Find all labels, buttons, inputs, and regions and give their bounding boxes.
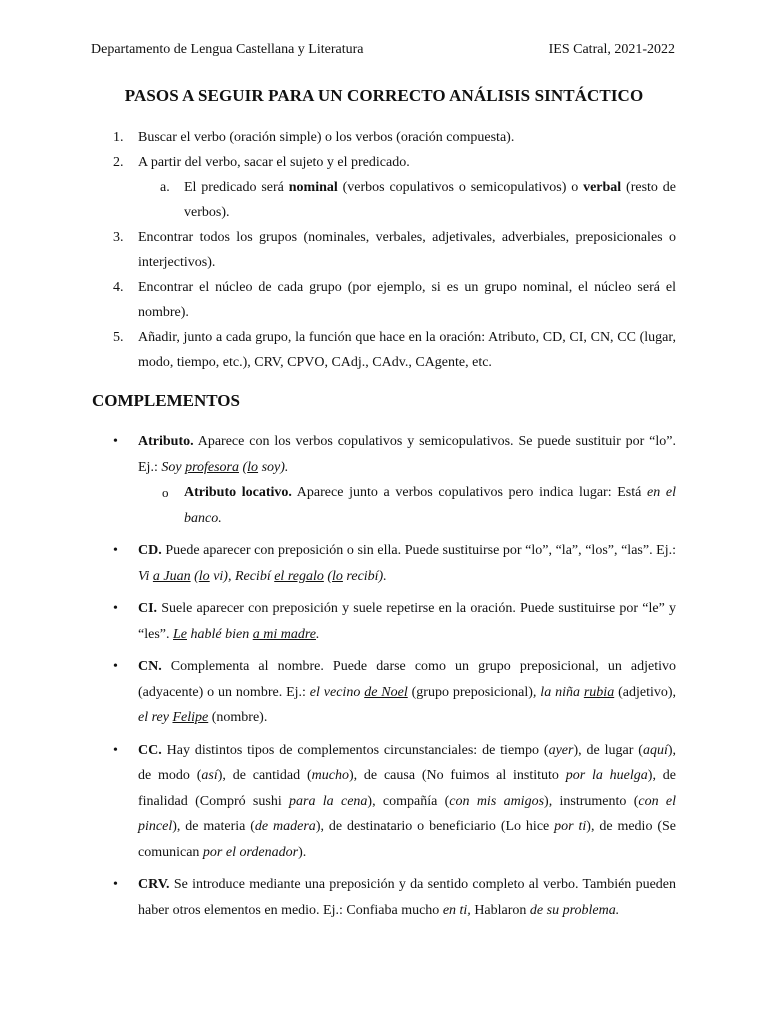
complement-text: ), de medio (Se comunican — [138, 819, 676, 860]
complement-label: CN. — [138, 659, 162, 674]
example-text: . — [315, 626, 320, 642]
steps-list — [0, 125, 768, 375]
step-text: Buscar el verbo (oración simple) o los verbos (oración compuesta). — [138, 130, 515, 145]
complement-label: Atributo locativo. — [184, 485, 292, 500]
complement-crv — [0, 872, 768, 923]
header-department: Departamento de Lengua Castellana y Literatura — [91, 42, 364, 57]
complement-label: CD. — [138, 543, 162, 558]
example-underlined: lo — [332, 568, 343, 584]
complement-text: ), de finalidad (Compró sushi — [138, 768, 676, 809]
complement-label: Atributo. — [138, 434, 194, 449]
example-text: para la cena — [289, 793, 368, 809]
bullet-icon: • — [113, 543, 118, 558]
example-underlined: a Juan — [152, 568, 191, 584]
example-text: el vecino — [309, 684, 365, 700]
complement-cc — [0, 738, 768, 866]
header-school-year: IES Catral, 2021-2022 — [548, 42, 675, 57]
example-text: ( — [190, 568, 199, 584]
complement-text: Complementa al nombre. Puede darse como un grupo preposicional, un adjetivo (adyacente) o un nombre. Ej.: — [138, 659, 676, 700]
sub-bullet-icon: o — [162, 485, 169, 500]
complement-text: Se introduce mediante una preposición y da sentido completo al verbo. También pueden haber otros elementos en medio. Ej.: Confiaba mucho — [138, 877, 676, 918]
example-text: por el ordenador — [202, 844, 299, 860]
example-text: ( — [323, 568, 333, 584]
step-letter: a. — [160, 180, 170, 195]
complement-atributo-locativo — [0, 480, 768, 531]
complement-text: ), de cantidad ( — [217, 768, 312, 783]
example-text: hablé bien — [186, 626, 253, 642]
complement-text: Hay distintos tipos de complementos circunstanciales: de tiempo ( — [161, 742, 549, 758]
example-text: de madera — [254, 819, 316, 834]
step-number: 4. — [113, 280, 124, 295]
complement-text: ), instrumento ( — [544, 793, 639, 809]
step-3 — [0, 225, 768, 275]
section-title-complementos: COMPLEMENTOS — [92, 391, 240, 410]
example-underlined: a mi madre — [252, 626, 316, 642]
step-number: 1. — [113, 130, 124, 145]
example-text: en el banco. — [184, 485, 677, 526]
example-text: el rey — [138, 710, 173, 725]
step-number: 3. — [113, 230, 124, 245]
bullet-icon: • — [113, 659, 118, 674]
complement-text: Aparece junto a verbos copulativos pero indica lugar: Está — [291, 485, 648, 500]
example-text: Soy — [161, 459, 186, 475]
step-text: Encontrar todos los grupos (nominales, verbales, adjetivales, adverbiales, preposicionales o interjectivos). — [138, 230, 676, 270]
example-text: con mis amigos — [449, 793, 545, 809]
complement-ci — [0, 596, 768, 647]
example-text: soy). — [258, 459, 289, 475]
example-underlined: el regalo — [274, 568, 324, 584]
example-text: por la huelga — [565, 768, 648, 783]
example-text: así — [201, 768, 218, 783]
step-text: Encontrar el núcleo de cada grupo (por ejemplo, si es un grupo nominal, el núcleo será el nombre). — [138, 280, 676, 320]
example-text: por ti — [554, 819, 587, 834]
bullet-icon: • — [113, 742, 118, 758]
complement-label: CI. — [138, 601, 158, 616]
example-text: recibí). — [342, 568, 387, 584]
complement-text: ), de destinatario o beneficiario (Lo hice — [315, 819, 555, 834]
complement-text: Suele aparecer con preposición y suele repetirse en la oración. Puede sustituirse por “le” y “les”. — [138, 601, 676, 642]
example-text: ( — [239, 459, 248, 475]
example-text: Vi — [138, 568, 153, 584]
step-text: El predicado será — [184, 180, 289, 195]
example-text: , la niña — [532, 684, 584, 700]
complement-text: ), de modo ( — [138, 742, 676, 783]
complement-text: Puede aparecer con preposición o sin ella. Puede sustituirse por “lo”, “la”, “los”, “las”. Ej.: — [161, 543, 676, 558]
step-text: (verbos copulativos o semicopulativos) o — [337, 180, 584, 195]
complement-label: CC. — [138, 742, 162, 758]
complement-atributo — [0, 429, 768, 480]
step-4 — [0, 275, 768, 325]
example-text: ayer — [548, 742, 574, 758]
example-underlined: lo — [247, 459, 259, 475]
step-number: 2. — [113, 155, 124, 170]
step-2 — [0, 150, 768, 175]
example-text: aquí — [642, 742, 668, 758]
example-underlined: Felipe — [172, 710, 209, 725]
complement-text: (adjetivo), — [614, 684, 677, 700]
example-underlined: Le — [172, 626, 187, 642]
step-5 — [0, 325, 768, 375]
complement-text: Aparece con los verbos copulativos y semicopulativos. Se puede sustituir por “lo”. Ej.: — [138, 434, 676, 475]
example-text: en ti, — [442, 902, 471, 918]
bullet-icon: • — [113, 601, 118, 616]
example-underlined: profesora — [185, 459, 239, 475]
example-text: mucho — [311, 768, 349, 783]
example-underlined: rubia — [583, 684, 615, 700]
complement-text: (nombre). — [208, 710, 268, 725]
complement-text: ), de materia ( — [172, 819, 255, 834]
complement-text: ). — [298, 844, 307, 860]
example-text: con el pincel — [138, 793, 676, 834]
step-2a — [0, 175, 768, 225]
step-text: A partir del verbo, sacar el sujeto y el predicado. — [138, 155, 410, 170]
step-text: Añadir, junto a cada grupo, la función que hace en la oración: Atributo, CD, CI, CN, CC (lugar, modo, tiempo, etc.), CRV, CPVO, CAdj., CAdv., CAgente, etc. — [138, 330, 676, 370]
complement-text: ), de causa (No fuimos al instituto — [348, 768, 566, 783]
complement-text: ), de lugar ( — [573, 742, 643, 758]
complement-cn — [0, 654, 768, 731]
step-text: (resto de verbos). — [184, 180, 676, 220]
example-text: vi), Recibí — [209, 568, 275, 584]
bullet-icon: • — [113, 877, 118, 892]
example-underlined: lo — [198, 568, 210, 584]
term-verbal: verbal — [583, 180, 622, 195]
complement-text: (grupo preposicional) — [407, 684, 533, 700]
complement-label: CRV. — [138, 877, 170, 892]
step-1 — [0, 125, 768, 150]
term-nominal: nominal — [288, 180, 338, 195]
page-title: PASOS A SEGUIR PARA UN CORRECTO ANÁLISIS SINTÁCTICO — [124, 86, 644, 105]
complement-text: Hablaron — [470, 902, 530, 918]
example-text: de su problema. — [529, 902, 620, 918]
bullet-icon: • — [113, 434, 118, 449]
complement-text: ), compañía ( — [367, 793, 450, 809]
complement-cd — [0, 538, 768, 589]
step-number: 5. — [113, 330, 124, 345]
example-underlined: de Noel — [364, 684, 408, 700]
complements-list — [0, 429, 768, 930]
